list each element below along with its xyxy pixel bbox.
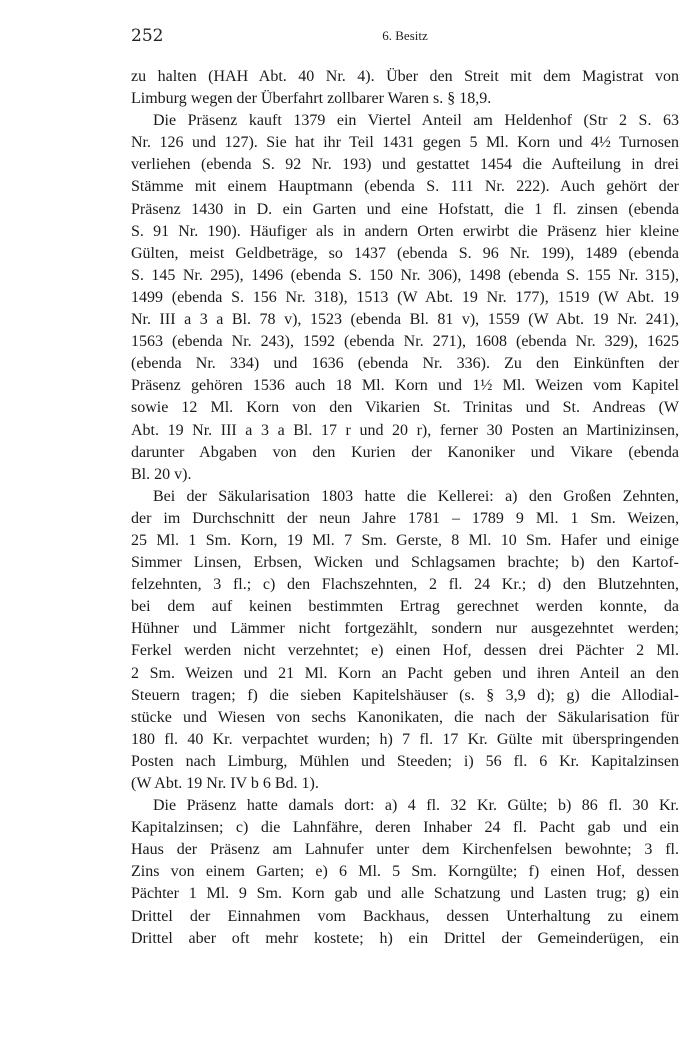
text-line: Abt. 19 Nr. III a 3 a Bl. 17 r und 20 r), ferner 30 Posten an Martinizinsen, (131, 421, 679, 439)
text-line: verliehen (ebenda S. 92 Nr. 193) und gestattet 1454 die Aufteilung in drei (131, 156, 679, 174)
text-line: Die Präsenz hatte damals dort: a) 4 fl. 32 Kr. Gülte; b) 86 fl. 30 Kr. (153, 797, 679, 815)
text-line: Präsenz 1430 in D. ein Garten und eine Hofstatt, die 1 fl. zinsen (ebenda (131, 200, 679, 218)
text-line: Gülten, meist Geldbeträge, so 1437 (ebenda S. 96 Nr. 199), 1489 (ebenda (131, 244, 679, 262)
text-line: der im Durchschnitt der neun Jahre 1781 – 1789 9 Ml. 1 Sm. Weizen, (131, 509, 679, 527)
text-line: Hühner und Lämmer nicht fortgezählt, sondern nur ausgezehntet werden; (131, 620, 679, 638)
text-line: Simmer Linsen, Erbsen, Wicken und Schlagsamen brachte; b) den Kartof- (131, 554, 679, 572)
text-line: 1563 (ebenda Nr. 243), 1592 (ebenda Nr. 271), 1608 (ebenda Nr. 329), 1625 (131, 333, 679, 351)
page-header (131, 26, 679, 48)
text-line: sowie 12 Ml. Korn von den Vikarien St. Trinitas und St. Andreas (W (131, 399, 679, 417)
text-line: Bl. 20 v). (131, 465, 192, 483)
text-line: 180 fl. 40 Kr. verpachtet wurden; h) 7 fl. 17 Kr. Gülte mit überspringenden (131, 730, 679, 748)
text-line: Nr. III a 3 a Bl. 78 v), 1523 (ebenda Bl. 81 v), 1559 (W Abt. 19 Nr. 241), (131, 311, 679, 329)
text-line: Zins von einem Garten; e) 6 Ml. 5 Sm. Korngülte; f) einen Hof, dessen (131, 863, 679, 881)
text-line: Drittel der Einnahmen vom Backhaus, dessen Unterhaltung zu einem (131, 907, 679, 925)
text-line: zu halten (HAH Abt. 40 Nr. 4). Über den Streit mit dem Magistrat von (131, 68, 679, 85)
text-line: S. 145 Nr. 295), 1496 (ebenda S. 150 Nr. 306), 1498 (ebenda S. 155 Nr. 315), (131, 266, 679, 284)
text-line: stücke und Wiesen von sechs Kanonikaten, die nach der Säkularisation für (131, 708, 679, 726)
text-line: Präsenz gehören 1536 auch 18 Ml. Korn und 1½ Ml. Weizen vom Kapitel (131, 377, 679, 395)
running-title: 6. Besitz (382, 28, 428, 43)
text-line: Posten nach Limburg, Mühlen und Steeden; i) 56 fl. 6 Kr. Kapitalzinsen (131, 752, 679, 770)
page-number: 252 (131, 26, 164, 46)
text-line: 25 Ml. 1 Sm. Korn, 19 Ml. 7 Sm. Gerste, 8 Ml. 10 Sm. Hafer und einige (131, 531, 679, 549)
text-line: (W Abt. 19 Nr. IV b 6 Bd. 1). (131, 775, 319, 792)
text-line: 1499 (ebenda S. 156 Nr. 318), 1513 (W Abt. 19 Nr. 177), 1519 (W Abt. 19 (131, 288, 679, 306)
text-line: (ebenda Nr. 334) und 1636 (ebenda Nr. 336). Zu den Einkünften der (131, 355, 679, 373)
text-line: Die Präsenz kauft 1379 ein Viertel Anteil am Heldenhof (Str 2 S. 63 (153, 112, 679, 130)
text-line: Haus der Präsenz am Lahnufer unter dem Kirchenfelsen bewohnte; 3 fl. (131, 841, 679, 859)
text-line: Bei der Säkularisation 1803 hatte die Kellerei: a) den Großen Zehnten, (153, 487, 679, 505)
text-line: Nr. 126 und 127). Sie hat ihr Teil 1431 gegen 5 Ml. Korn und 4½ Turnosen (131, 134, 679, 152)
text-line: S. 91 Nr. 190). Häufiger als in andern Orten erwirbt die Präsenz hier kleine (131, 222, 679, 240)
text-line: Steuern tragen; f) die sieben Kapitelshäuser (s. § 3,9 d); g) die Allodial- (131, 686, 679, 704)
text-line: Drittel aber oft mehr kostete; h) ein Drittel der Gemeinderügen, ein (131, 929, 679, 947)
text-line: Ferkel werden nicht verzehntet; e) einen Hof, dessen drei Pächter 2 Ml. (131, 642, 679, 660)
text-line: darunter Abgaben von den Kurien der Kanoniker und Vikare (ebenda (131, 443, 679, 461)
text-line: Stämme mit einem Hauptmann (ebenda S. 111 Nr. 222). Auch gehört der (131, 178, 679, 196)
text-line: 2 Sm. Weizen und 21 Ml. Korn an Pacht geben und ihren Anteil an den (131, 664, 679, 682)
text-line: felzehnten, 3 fl.; c) den Flachszehnten, 2 fl. 24 Kr.; d) den Blutzehnten, (131, 576, 679, 594)
text-line: bei dem auf keinen bestimmten Ertrag gerechnet werden konnte, da (131, 598, 679, 616)
text-line: Pächter 1 Ml. 9 Sm. Korn gab und alle Schatzung und Lasten trug; g) ein (131, 885, 679, 903)
text-line: Limburg wegen der Überfahrt zollbarer Waren s. § 18,9. (131, 90, 492, 108)
text-line: Kapitalzinsen; c) die Lahnfähre, deren Inhaber 24 fl. Pacht gab und ein (131, 819, 679, 837)
body-text (131, 66, 679, 950)
